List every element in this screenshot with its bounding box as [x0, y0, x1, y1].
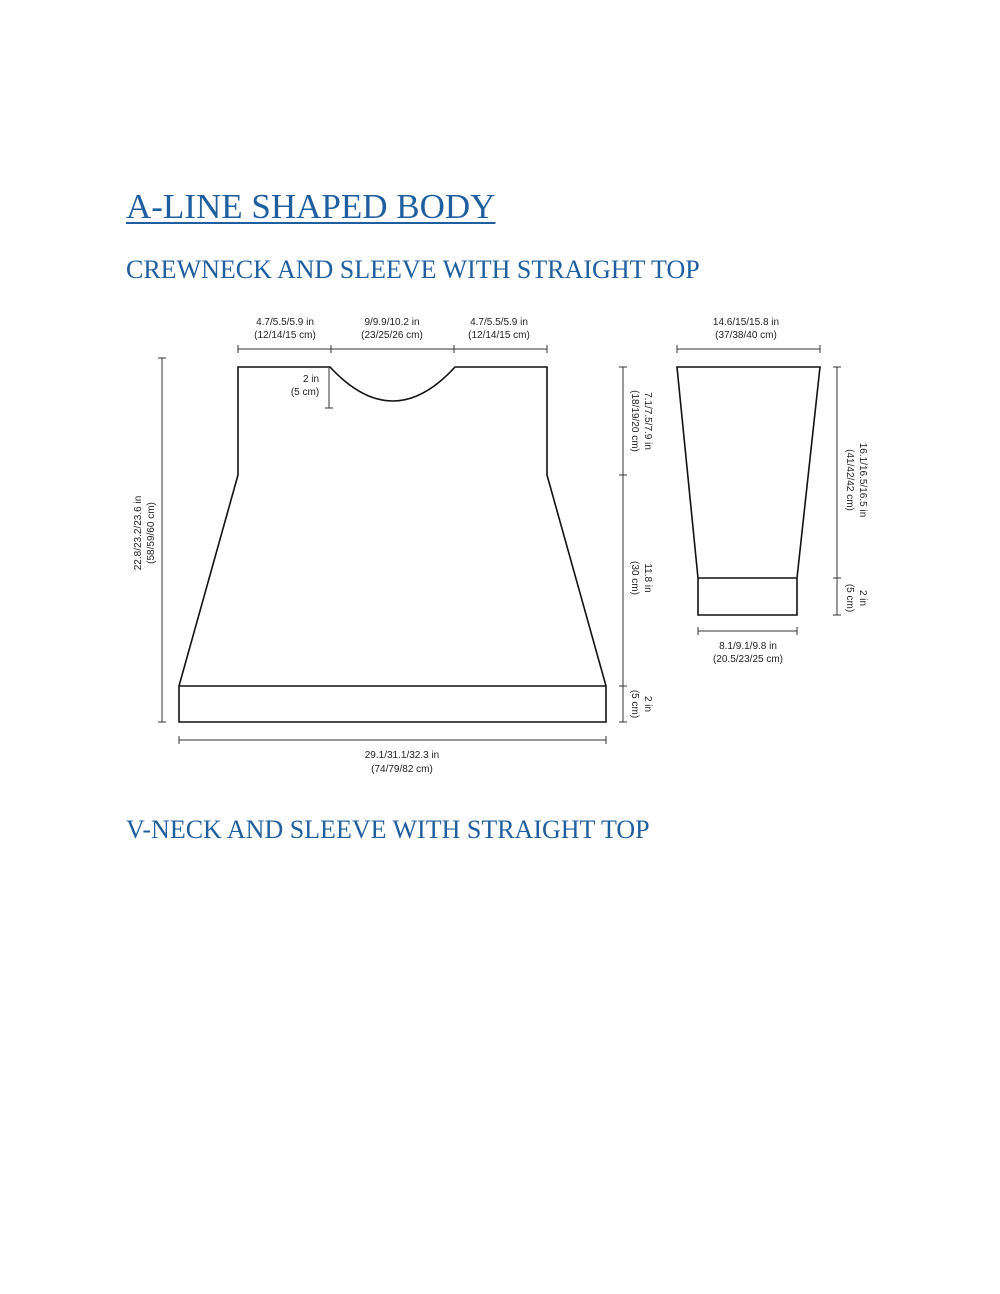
sleeve-length-cm-label: (41/42/42 cm) — [844, 449, 855, 511]
armhole-depth-cm-label: (18/19/20 cm) — [629, 390, 640, 452]
total-length-in-label: 22.8/23.2/23.6 in — [133, 495, 144, 571]
side-length-in-label: 11.8 in — [642, 563, 653, 593]
neck-depth-cm-label: (5 cm) — [290, 387, 320, 398]
body-outline — [179, 367, 606, 722]
shoulder-left-cm-label: (12/14/15 cm) — [254, 330, 316, 341]
shoulder-right-in-label: 4.7/5.5/5.9 in — [470, 317, 528, 328]
cuff-depth-in-label: 2 in — [857, 589, 868, 607]
sleeve-top-cm-label: (37/38/40 cm) — [715, 330, 777, 341]
sleeve-length-in-label: 16.1/16.5/16.5 in — [857, 442, 868, 518]
section-heading-crewneck: CREWNECK AND SLEEVE WITH STRAIGHT TOP — [126, 255, 700, 284]
shoulder-right-cm-label: (12/14/15 cm) — [468, 330, 530, 341]
hem-width-in-label: 29.1/31.1/32.3 in — [364, 750, 440, 761]
sleeve-schematic — [677, 317, 868, 665]
cuff-width-cm-label: (20.5/23/25 cm) — [712, 654, 784, 665]
page-title: A-LINE SHAPED BODY — [126, 187, 496, 226]
body-schematic — [133, 317, 653, 775]
hem-depth-cm-label: (5 cm) — [629, 689, 640, 719]
cuff-depth-cm-label: (5 cm) — [844, 583, 855, 613]
neck-width-cm-label: (23/25/26 cm) — [361, 330, 423, 341]
section-heading-vneck: V-NECK AND SLEEVE WITH STRAIGHT TOP — [126, 815, 650, 844]
neck-width-in-label: 9/9.9/10.2 in — [364, 317, 420, 328]
side-length-cm-label: (30 cm) — [629, 561, 640, 595]
armhole-depth-in-label: 7.1/7.5/7.9 in — [642, 392, 653, 450]
hem-depth-in-label: 2 in — [642, 695, 653, 713]
shoulder-left-in-label: 4.7/5.5/5.9 in — [256, 317, 314, 328]
hem-width-cm-label: (74/79/82 cm) — [371, 764, 433, 775]
cuff-width-in-label: 8.1/9.1/9.8 in — [719, 641, 777, 652]
total-length-cm-label: (58/59/60 cm) — [146, 502, 157, 564]
sleeve-top-in-label: 14.6/15/15.8 in — [712, 317, 780, 328]
neck-depth-in-label: 2 in — [302, 374, 320, 385]
